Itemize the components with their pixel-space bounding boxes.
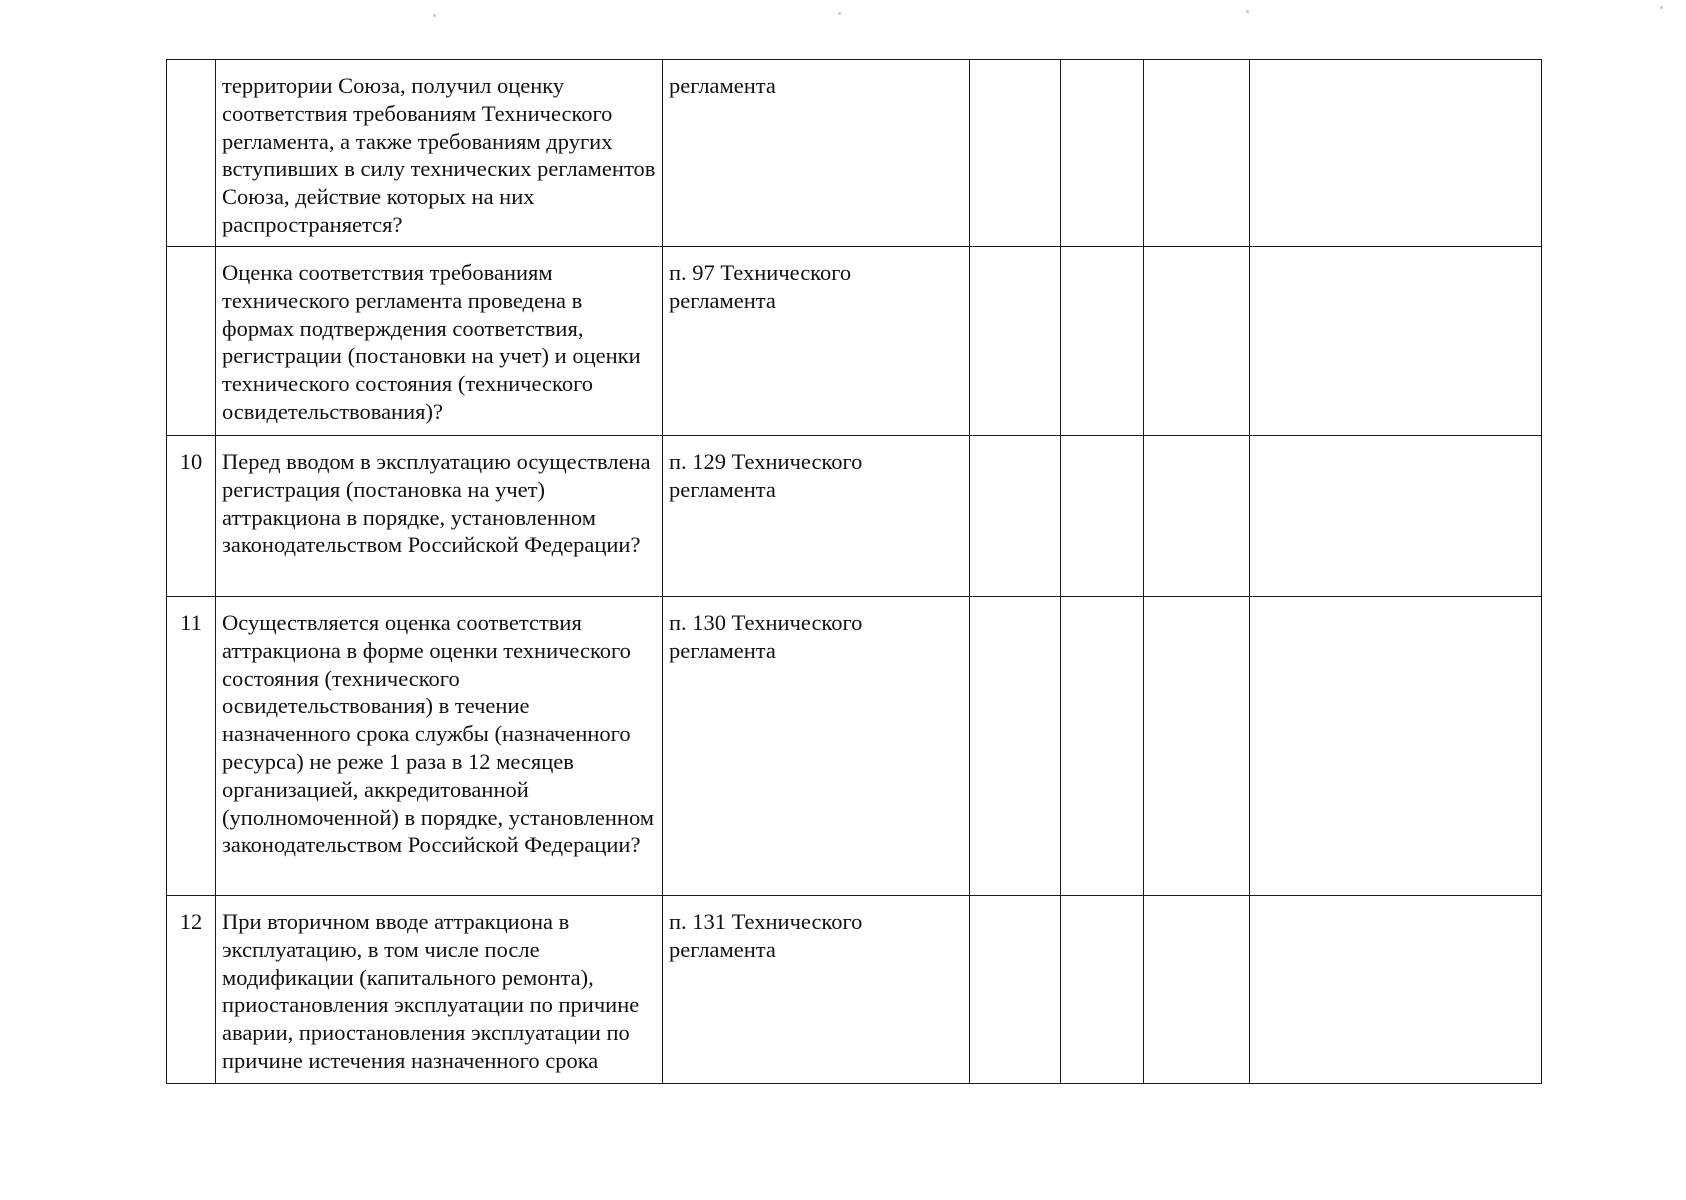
regulation-reference: п. 131 Технического регламента [663,896,970,1084]
row-number [167,60,216,247]
regulation-reference: регламента [663,60,970,247]
note-cell [1250,60,1542,247]
table-row [167,896,1542,1084]
answer-not-applicable-cell [1144,60,1250,247]
answer-no-cell [1061,597,1144,896]
scan-speck [1246,10,1249,13]
table-row [167,247,1542,436]
row-number: 11 [167,597,216,896]
note-cell [1250,896,1542,1084]
answer-not-applicable-cell [1144,247,1250,436]
requirement-text: Осуществляется оценка соответствия аттракциона в форме оценки технического состояния (технического освидетельствования) в течение назначенного срока службы (назначенного ресурса) не реже 1 раза в 12 месяцев организацией, аккредитованной (уполномоченной) в порядке, установленном законодательством Российской Федерации? [216,597,663,896]
scan-speck [838,12,841,15]
note-cell [1250,436,1542,597]
scan-speck [1660,6,1663,9]
table-row [167,436,1542,597]
regulation-reference: п. 97 Технического регламента [663,247,970,436]
answer-no-cell [1061,896,1144,1084]
checklist-table [166,59,1542,1084]
answer-no-cell [1061,247,1144,436]
answer-yes-cell [970,896,1061,1084]
regulation-reference: п. 129 Технического регламента [663,436,970,597]
regulation-reference: п. 130 Технического регламента [663,597,970,896]
requirement-text: Перед вводом в эксплуатацию осуществлена регистрация (постановка на учет) аттракциона в порядке, установленном законодательством Российской Федерации? [216,436,663,597]
requirement-text: Оценка соответствия требованиям технического регламента проведена в формах подтверждения соответствия, регистрации (постановки на учет) и оценки технического состояния (технического освидетельствования)? [216,247,663,436]
table-row [167,597,1542,896]
answer-not-applicable-cell [1144,896,1250,1084]
row-number [167,247,216,436]
requirement-text: территории Союза, получил оценку соответствия требованиям Технического регламента, а также требованиям других вступивших в силу технических регламентов Союза, действие которых на них распространяется? [216,60,663,247]
row-number: 12 [167,896,216,1084]
answer-yes-cell [970,597,1061,896]
answer-yes-cell [970,247,1061,436]
answer-not-applicable-cell [1144,436,1250,597]
scan-speck [433,14,436,17]
row-number: 10 [167,436,216,597]
answer-yes-cell [970,60,1061,247]
requirement-text: При вторичном вводе аттракциона в эксплуатацию, в том числе после модификации (капитального ремонта), приостановления эксплуатации по причине аварии, приостановления эксплуатации по причине истечения назначенного срока [216,896,663,1084]
note-cell [1250,597,1542,896]
answer-not-applicable-cell [1144,597,1250,896]
answer-no-cell [1061,436,1144,597]
answer-yes-cell [970,436,1061,597]
table-row [167,60,1542,247]
note-cell [1250,247,1542,436]
answer-no-cell [1061,60,1144,247]
